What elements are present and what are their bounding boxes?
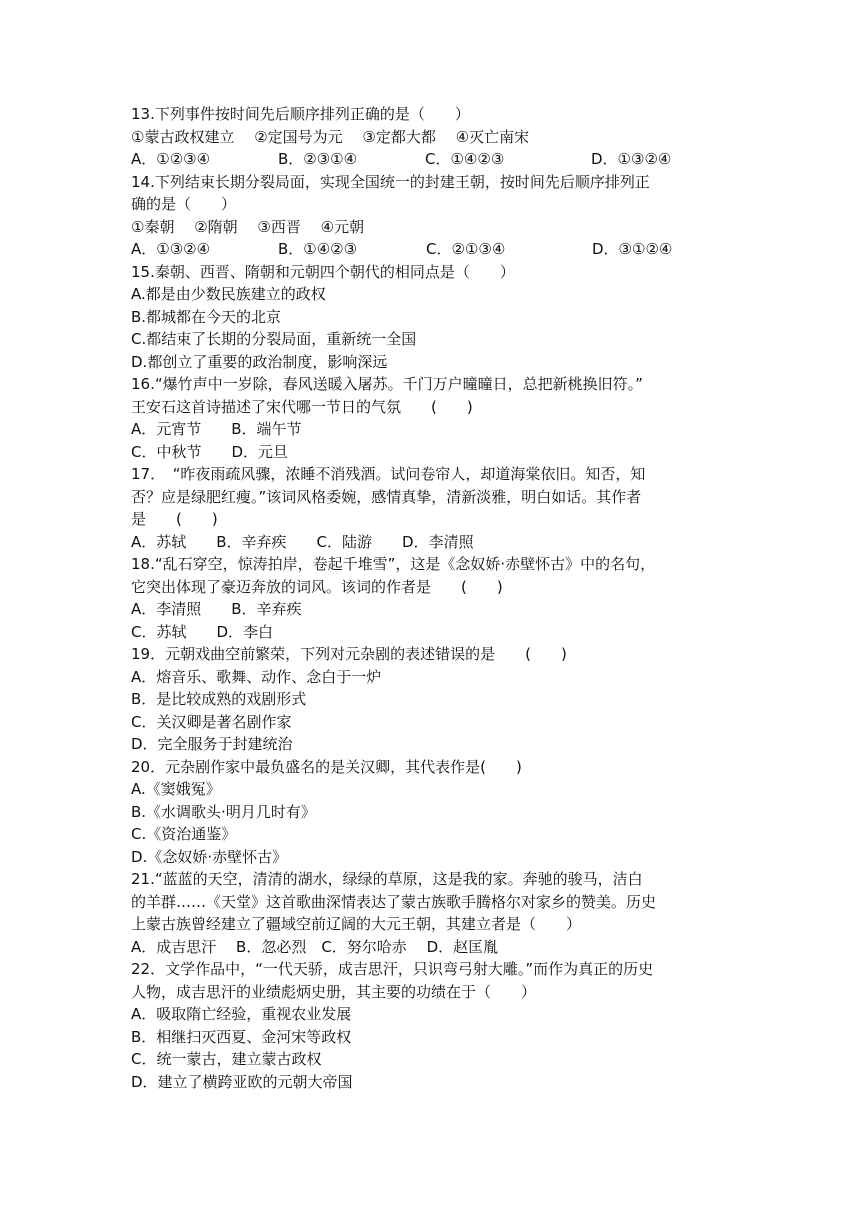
options-line: C．中秋节 D．元旦 <box>131 442 289 461</box>
options-line: C．苏轼 D．李白 <box>131 622 274 641</box>
options-row <box>131 148 731 171</box>
question-19 <box>131 643 731 756</box>
option-c: C．①④②③ <box>425 150 505 168</box>
question-stem: 14.下列结束长期分裂局面，实现全国统一的封建王朝，按时间先后顺序排列正 <box>131 172 650 191</box>
question-sub-items: ①秦朝 ②隋朝 ③西晋 ④元朝 <box>131 217 365 236</box>
option-c: C．统一蒙古，建立蒙古政权 <box>131 1050 322 1068</box>
question-stem: 人物，成吉思汗的业绩彪炳史册，其主要的功绩在于（ ） <box>131 982 537 1001</box>
question-17 <box>131 463 731 553</box>
question-sub-items: ①蒙古政权建立 ②定国号为元 ③定都大都 ④灭亡南宋 <box>131 127 530 146</box>
question-stem: 18.“乱石穿空，惊涛拍岸，卷起千堆雪”，这是《念奴娇·赤壁怀古》中的名句， <box>131 555 656 573</box>
question-14 <box>131 171 731 261</box>
option-a: A．熔音乐、歌舞、动作、念白于一炉 <box>131 667 382 686</box>
option-d: D．③①②④ <box>592 240 673 258</box>
question-stem: 22．文学作品中，“一代天骄，成吉思汗，只识弯弓射大雕。”而作为真正的历史 <box>131 960 654 978</box>
option-a: A.《窦娥冤》 <box>131 780 221 798</box>
option-d: D．完全服务于封建统治 <box>131 735 293 753</box>
question-stem: 21.“蓝蓝的天空，清清的湖水，绿绿的草原，这是我的家。奔驰的骏马，洁白 <box>131 870 643 888</box>
question-16 <box>131 373 731 463</box>
options-row <box>131 238 731 261</box>
option-c: C.都结束了长期的分裂局面，重新统一全国 <box>131 330 417 348</box>
question-stem: 是 ( ) <box>131 510 218 528</box>
option-b: B.《水调歌头·明月几时有》 <box>131 802 316 821</box>
options-line: A．元宵节 B．端午节 <box>131 420 302 438</box>
question-stem: 它突出体现了豪迈奔放的词风。该词的作者是 ( ) <box>131 577 503 596</box>
question-18 <box>131 553 731 643</box>
question-21 <box>131 868 731 958</box>
question-13 <box>131 103 731 171</box>
option-b: B．是比较成熟的戏剧形式 <box>131 690 307 708</box>
option-a: A．①②③④ <box>131 150 211 168</box>
option-d: D．①③②④ <box>591 150 672 168</box>
option-a: A．①③②④ <box>131 240 211 258</box>
option-d: D．建立了横跨亚欧的元朝大帝国 <box>131 1072 353 1091</box>
option-b: B.都城都在今天的北京 <box>131 307 282 326</box>
question-15 <box>131 261 731 374</box>
question-22 <box>131 958 731 1093</box>
question-stem: 20．元杂剧作家中最负盛名的是关汉卿，其代表作是( ) <box>131 757 522 776</box>
question-stem: 否？应是绿肥红瘦。”该词风格委婉，感情真挚，清新淡雅，明白如话。其作者 <box>131 487 642 506</box>
option-b: B．①④②③ <box>278 240 358 258</box>
question-stem: 13.下列事件按时间先后顺序排列正确的是（ ） <box>131 105 470 123</box>
option-d: D.《念奴娇·赤壁怀古》 <box>131 847 288 866</box>
option-b: B．相继扫灭西夏、金河宋等政权 <box>131 1027 352 1046</box>
question-stem: 15.秦朝、西晋、隋朝和元朝四个朝代的相同点是（ ） <box>131 262 515 281</box>
option-c: C．②①③④ <box>426 240 506 258</box>
question-stem: 王安石这首诗描述了宋代哪一节日的气氛 ( ) <box>131 397 473 416</box>
question-stem: 16.“爆竹声中一岁除，春风送暖入屠苏。千门万户曈曈日，总把新桃换旧符。” <box>131 375 643 393</box>
options-line: A．李清照 B．辛弃疾 <box>131 600 302 618</box>
question-stem: 17． “昨夜雨疏风骤，浓睡不消残酒。试问卷帘人，却道海棠依旧。知否，知 <box>131 465 646 483</box>
question-stem: 确的是（ ） <box>131 195 237 213</box>
document-page <box>131 103 731 1093</box>
question-stem: 上蒙古族曾经建立了疆域空前辽阔的大元王朝，其建立者是（ ） <box>131 915 582 933</box>
options-line: A．苏轼 B．辛弃疾 C．陆游 D．李清照 <box>131 532 474 551</box>
question-stem: 的羊群……《天堂》这首歌曲深情表达了蒙古族歌手腾格尔对家乡的赞美。历史 <box>131 892 657 911</box>
options-line: A．成吉思汗 B．忽必烈 C．努尔哈赤 D．赵匡胤 <box>131 937 499 956</box>
question-stem: 19．元朝戏曲空前繁荣，下列对元杂剧的表述错误的是 ( ) <box>131 645 567 663</box>
option-c: C．关汉卿是著名剧作家 <box>131 712 292 731</box>
option-a: A．吸取隋亡经验，重视农业发展 <box>131 1005 352 1023</box>
option-c: C.《资治通鉴》 <box>131 825 237 843</box>
option-b: B．②③①④ <box>278 150 358 168</box>
question-20 <box>131 756 731 869</box>
option-a: A.都是由少数民族建立的政权 <box>131 285 326 303</box>
option-d: D.都创立了重要的政治制度，影响深远 <box>131 352 388 371</box>
